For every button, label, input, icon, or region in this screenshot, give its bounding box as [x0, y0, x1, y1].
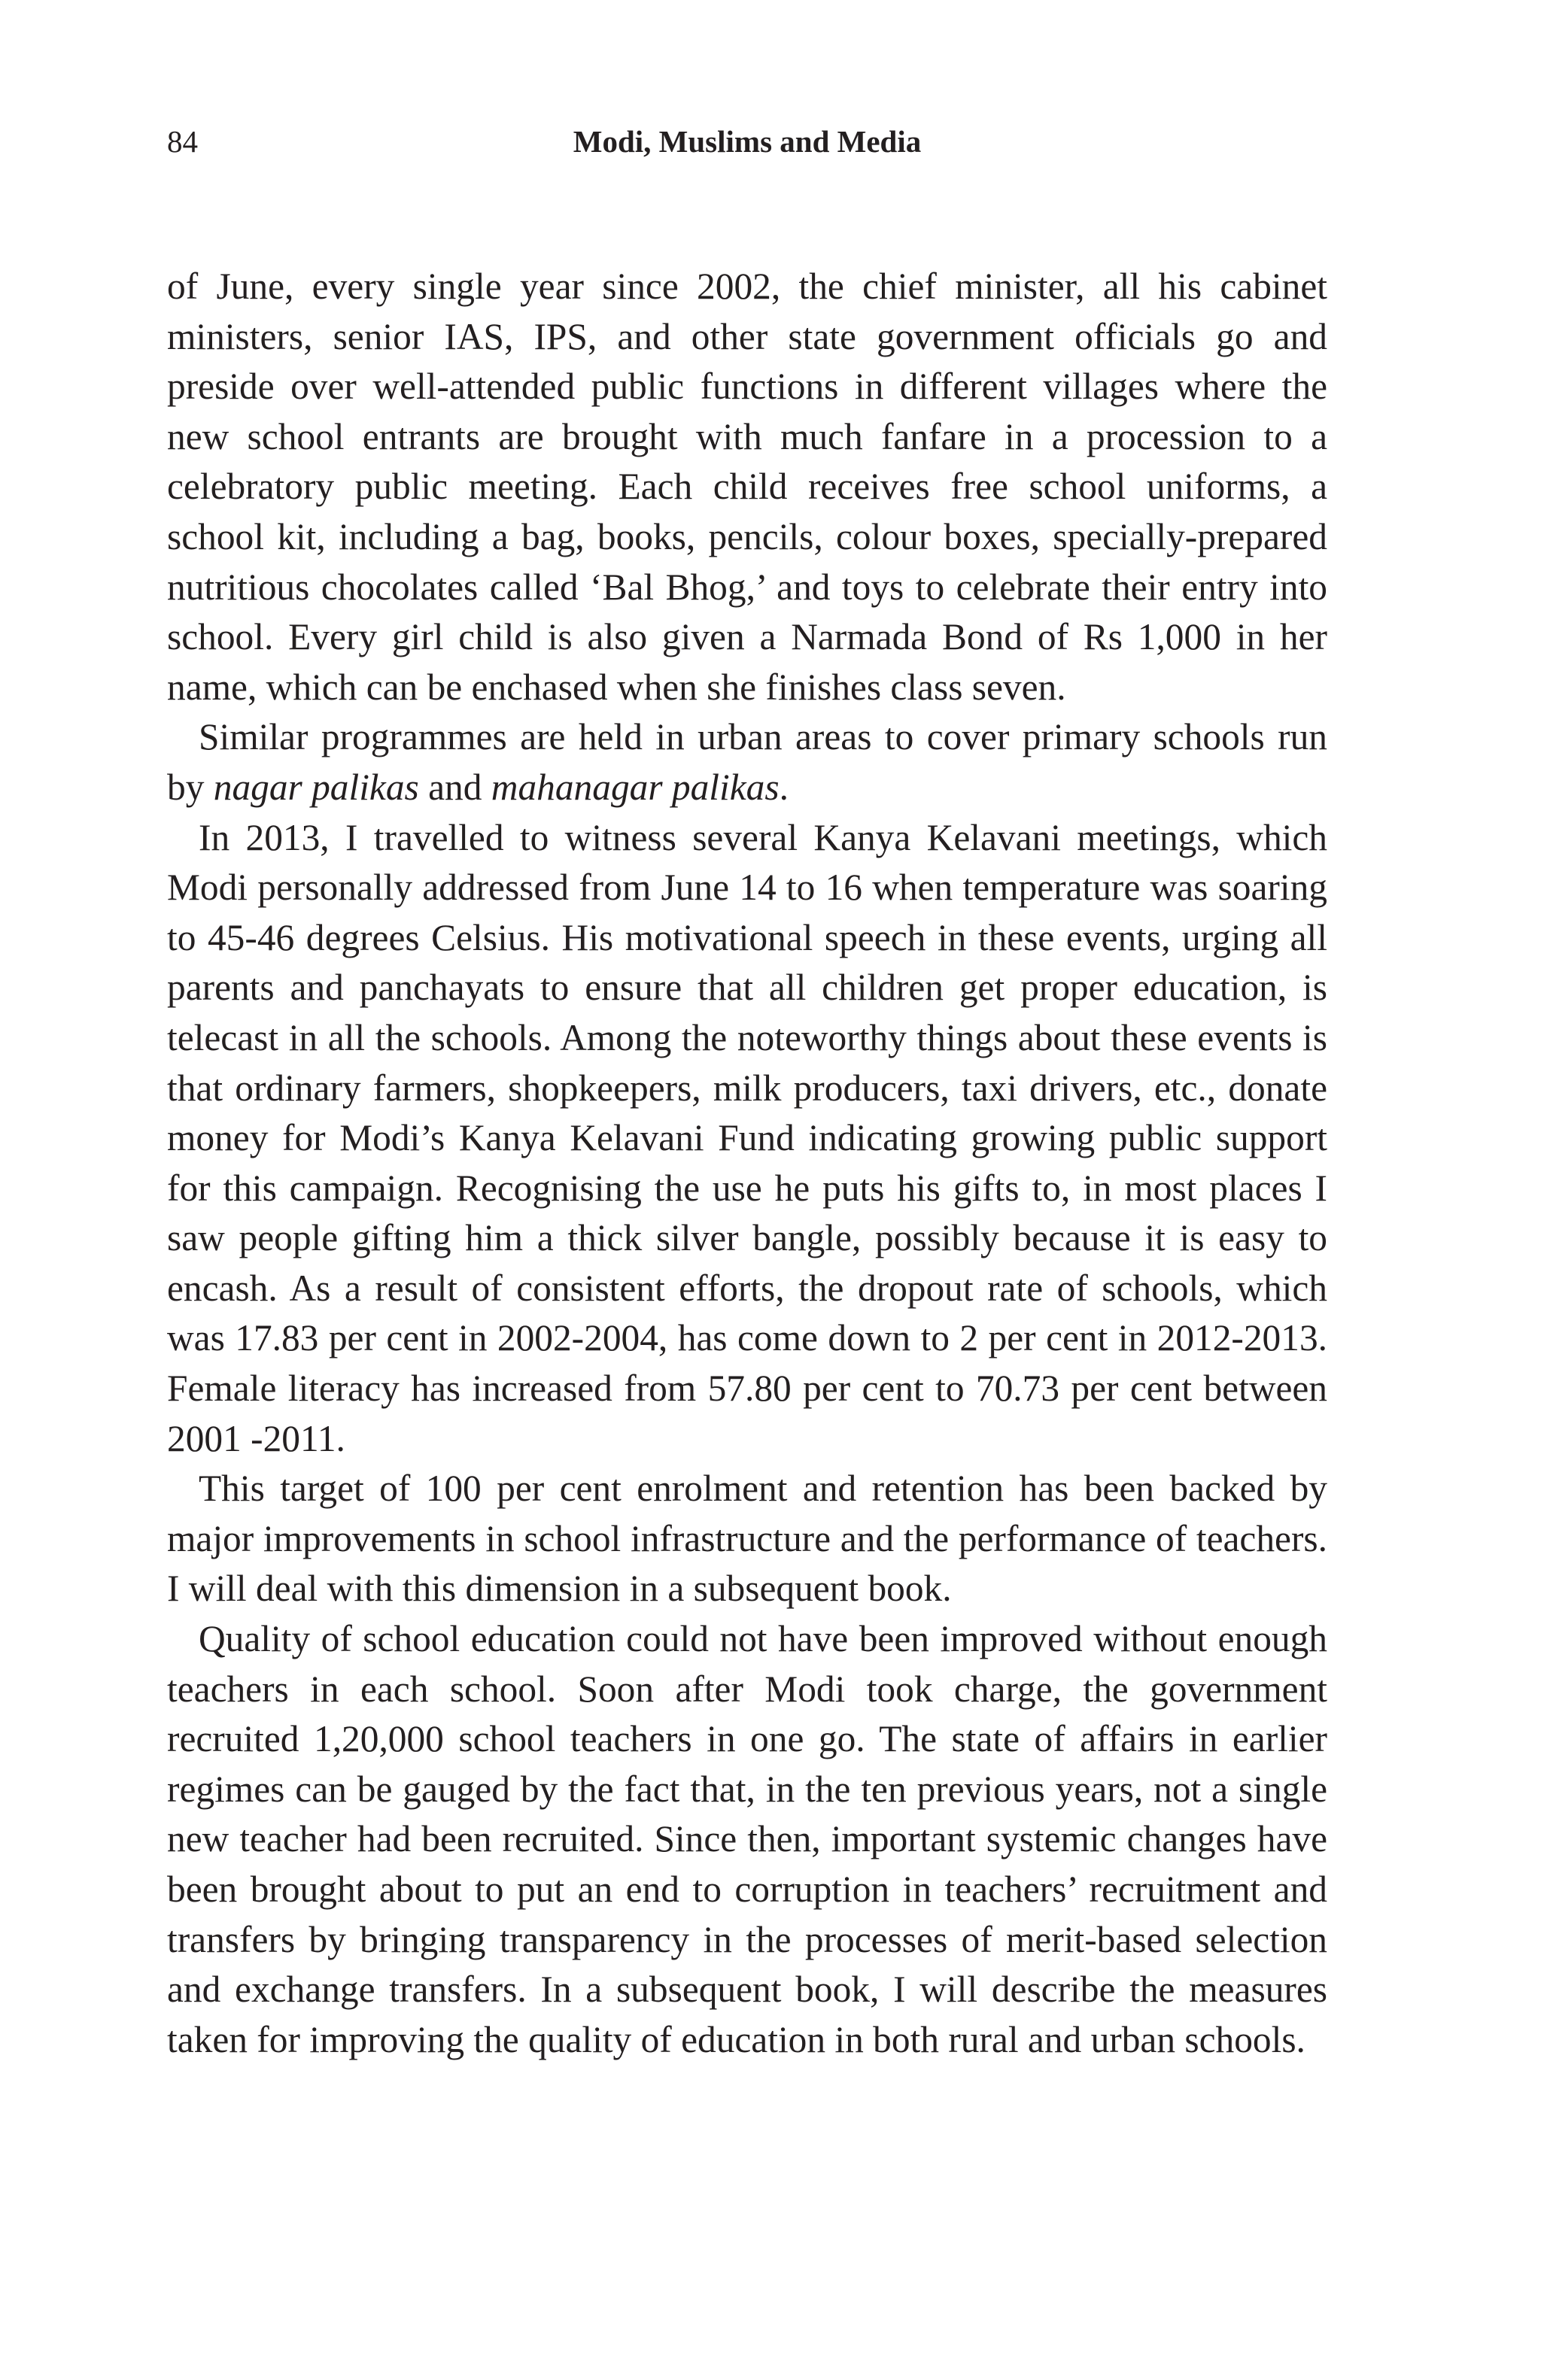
book-title: Modi, Muslims and Media	[573, 124, 922, 159]
paragraph	[167, 813, 1327, 1465]
italic-text: mahanagar palikas	[491, 766, 780, 808]
paragraph	[167, 1614, 1327, 2065]
text-run: In 2013, I travelled to witness several Kanya Kelavani meetings, which Modi personally addressed from June 14 to 16 when temperature was soaring to 45-46 degrees Celsius. His motivational speech in these events, urging all parents and panchayats to ensure that all children get proper education, is telecast in all the schools. Among the noteworthy things about these events is that ordinary farmers, shopkeepers, milk producers, taxi drivers, etc., donate money for Modi’s Kanya Kelavani Fund indicating growing public support for this campaign. Recognising the use he puts his gifts to, in most places I saw people gifting him a thick silver bangle, possibly because it is easy to encash. As a result of consistent efforts, the dropout rate of schools, which was 17.83 per cent in 2002-2004, has come down to 2 per cent in 2012-2013. Female literacy has increased from 57.80 per cent to 70.73 per cent between 2001 -2011.	[167, 816, 1327, 1459]
paragraph	[167, 712, 1327, 812]
text-run: of June, every single year since 2002, the chief minister, all his cabinet ministers, senior IAS, IPS, and other state government officials go and preside over well-attended public functions in different villages where the new school entrants are brought with much fanfare in a procession to a celebratory public meeting. Each child receives free school uniforms, a school kit, including a bag, books, pencils, colour boxes, specially-prepared nutritious chocolates called ‘Bal Bhog,’ and toys to celebrate their entry into school. Every girl child is also given a Narmada Bond of Rs 1,000 in her name, which can be enchased when she finishes class seven.	[167, 266, 1327, 708]
text-run: Similar programmes are held in urban areas to cover primary schools run by	[167, 716, 1327, 808]
text-run: .	[779, 766, 789, 808]
paragraph	[167, 1464, 1327, 1614]
italic-text: nagar palikas	[213, 766, 419, 808]
text-run: and	[418, 766, 491, 808]
text-run: Quality of school education could not have been improved without enough teachers in each school. Soon after Modi took charge, the government recruited 1,20,000 school teachers in one go. The state of affairs in earlier regimes can be gauged by the fact that, in the ten previous years, not a single new teacher had been recruited. Since then, important systemic changes have been brought about to put an end to corruption in teachers’ recruitment and transfers by bringing transparency in the processes of merit-based selection and exchange transfers. In a subsequent book, I will describe the measures taken for improving the quality of education in both rural and urban schools.	[167, 1618, 1327, 2060]
paragraph	[167, 262, 1327, 712]
body-text	[167, 262, 1327, 2065]
text-run: This target of 100 per cent enrolment and retention has been backed by major improvements in school infrastructure and the performance of teachers. I will deal with this dimension in a subsequent book.	[167, 1468, 1327, 1610]
page-number: 84	[167, 124, 198, 159]
running-header	[167, 120, 1327, 162]
